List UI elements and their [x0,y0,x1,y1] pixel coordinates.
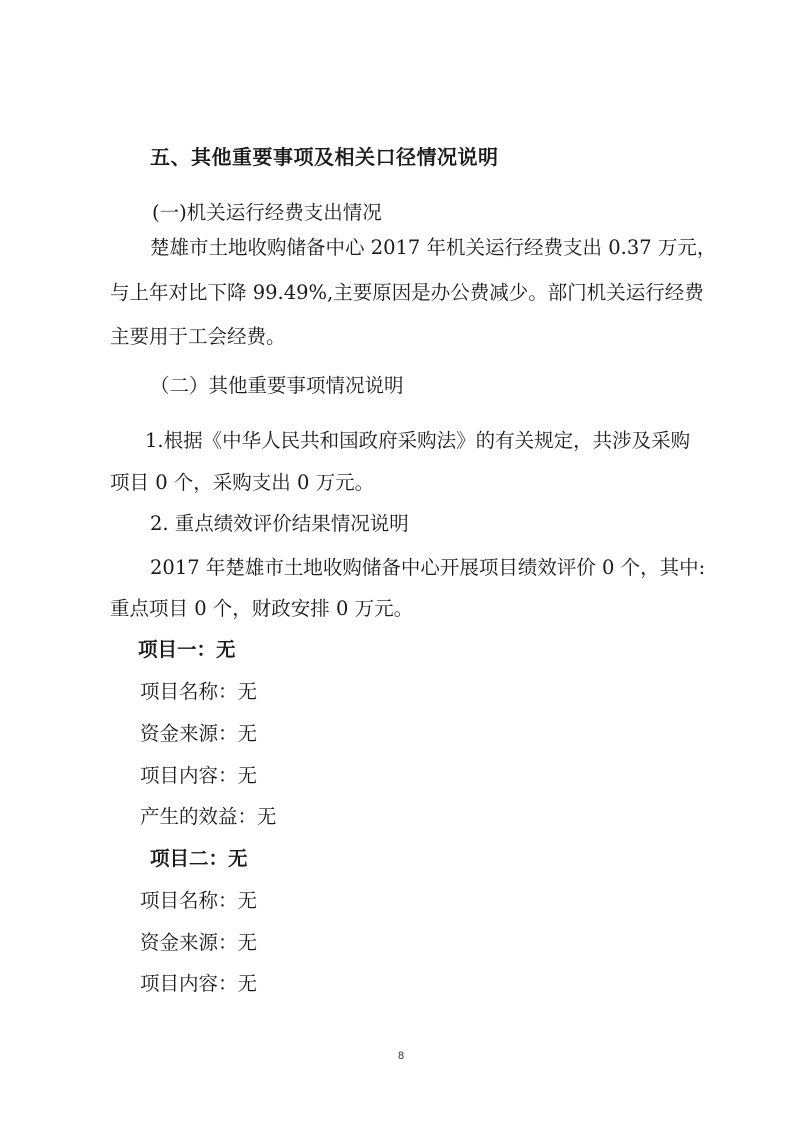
subsection-heading-other-matters: （二）其他重要事项情况说明 [150,374,404,397]
project-field: 项目内容：无 [140,972,258,995]
project-field: 产生的效益：无 [140,805,277,828]
project-field: 项目内容：无 [140,764,258,787]
project-field: 项目名称：无 [140,680,258,703]
paragraph-line: 与上年对比下降 99.49%,主要原因是办公费减少。部门机关运行经费 [110,281,704,304]
project-title: 项目一：无 [138,638,236,661]
section-title: 五、其他重要事项及相关口径情况说明 [150,145,499,169]
project-field: 资金来源：无 [140,722,258,745]
paragraph-line: 1.根据《中华人民共和国政府采购法》的有关规定，共涉及采购 [145,429,691,452]
project-field: 项目名称：无 [140,889,258,912]
paragraph-line: 楚雄市土地收购储备中心 2017 年机关运行经费支出 0.37 万元， [150,236,717,259]
subsection-heading-operating-expenses: (一)机关运行经费支出情况 [152,201,382,224]
performance-heading: 2. 重点绩效评价结果情况说明 [150,512,409,535]
project-title: 项目二：无 [150,847,248,870]
paragraph-line: 项目 0 个，采购支出 0 万元。 [110,471,375,494]
page-number: 8 [397,1050,405,1062]
paragraph-line: 主要用于工会经费。 [110,325,286,348]
project-field: 资金来源：无 [140,931,258,954]
paragraph-line: 重点项目 0 个，财政安排 0 万元。 [110,597,414,620]
paragraph-line: 2017 年楚雄市土地收购储备中心开展项目绩效评价 0 个，其中: [150,556,706,579]
